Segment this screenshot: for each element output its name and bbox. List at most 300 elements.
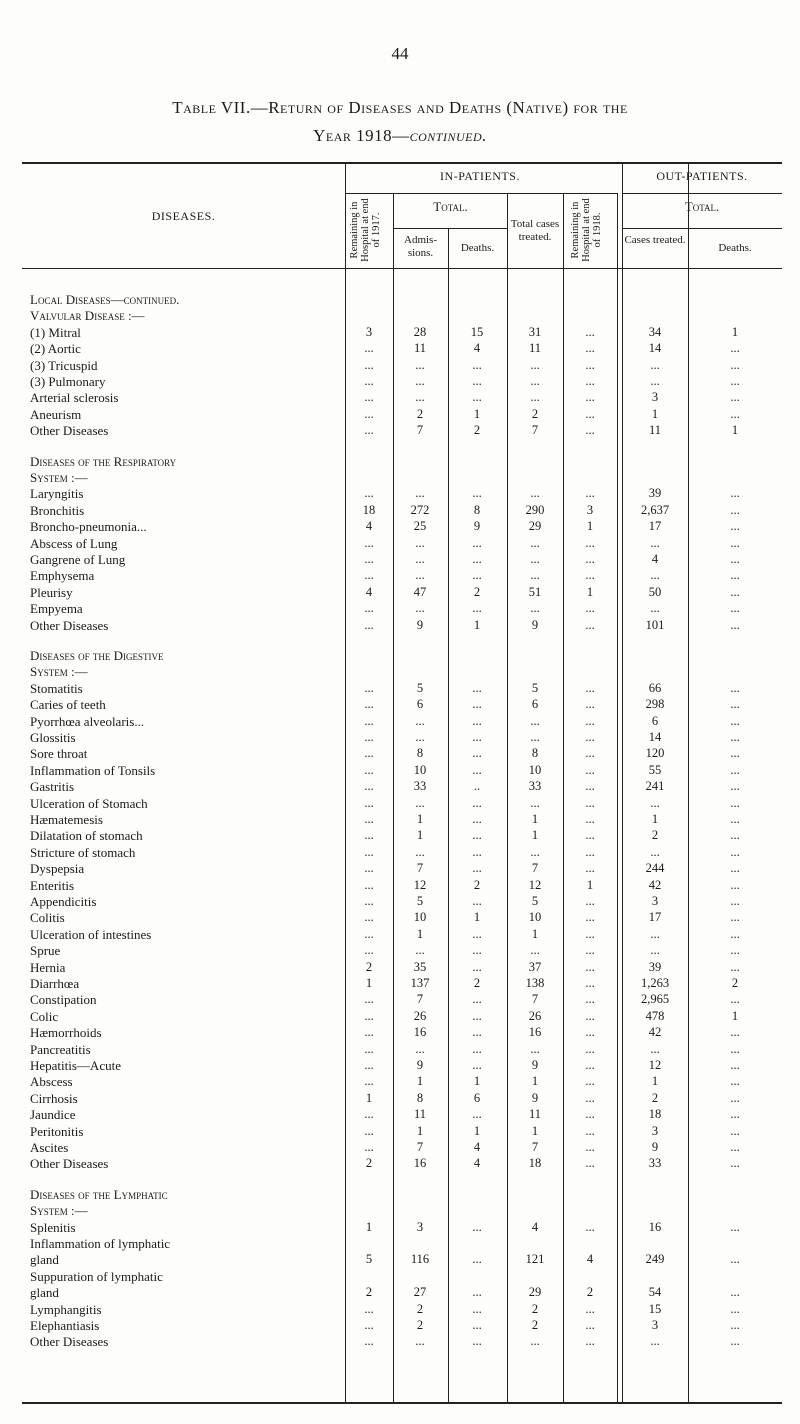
table-cell: ... bbox=[530, 795, 540, 810]
table-cell: ... bbox=[730, 1074, 740, 1089]
table-cell: 4 bbox=[531, 1219, 539, 1234]
table-cell: 2 bbox=[473, 423, 481, 438]
table-cell: ... bbox=[364, 568, 374, 583]
table-cell: 8 bbox=[416, 1090, 424, 1105]
table-cell: ... bbox=[730, 762, 740, 777]
row-label: Broncho-pneumonia... bbox=[30, 519, 147, 535]
table-cell: 10 bbox=[413, 910, 427, 925]
table-cell: ... bbox=[364, 1058, 374, 1072]
table-cell: ... bbox=[650, 357, 660, 372]
row-label: Elephantiasis bbox=[30, 1318, 100, 1333]
table-cell: ... bbox=[472, 1058, 482, 1072]
table-cell: ... bbox=[530, 374, 540, 388]
table-cell: 10 bbox=[528, 910, 542, 925]
row-label: Hepatitis—Acute bbox=[30, 1058, 121, 1073]
table-cell: ... bbox=[730, 730, 740, 744]
section-subheading: Valvular Disease :— bbox=[30, 308, 145, 324]
table-cell: ... bbox=[472, 568, 482, 583]
table-cell: 9 bbox=[416, 1058, 424, 1072]
table-cell: ... bbox=[650, 535, 660, 550]
table-cell: ... bbox=[730, 746, 740, 761]
table-cell: ... bbox=[472, 762, 482, 777]
table-cell: 3 bbox=[586, 502, 594, 517]
row-label: Emphysema bbox=[30, 568, 95, 584]
section-heading: Local Diseases—continued. bbox=[30, 292, 180, 307]
table-cell: 3 bbox=[651, 1123, 659, 1138]
table-cell: 2 bbox=[365, 1156, 373, 1171]
row-label: Stricture of stomach bbox=[30, 844, 136, 860]
table-cell: ... bbox=[472, 357, 482, 372]
section-heading: Diseases of the Respiratory bbox=[30, 453, 177, 469]
table-cell: 16 bbox=[413, 1025, 427, 1040]
table-cell: ... bbox=[730, 926, 740, 941]
table-cell: ... bbox=[730, 1156, 740, 1171]
table-cell: 2 bbox=[531, 1301, 539, 1316]
table-cell: 2 bbox=[651, 828, 659, 843]
table-cell: ... bbox=[472, 1285, 482, 1300]
table-cell: ... bbox=[585, 1090, 595, 1105]
table-cell: ... bbox=[650, 601, 660, 616]
table-cell: 1 bbox=[651, 812, 659, 826]
table-cell: ... bbox=[730, 584, 740, 599]
table-cell: 1 bbox=[473, 1123, 481, 1138]
table-cell: ... bbox=[730, 1123, 740, 1138]
table-cell: ... bbox=[730, 617, 740, 632]
table-cell: ... bbox=[472, 894, 482, 908]
row-label: Lymphangitis bbox=[30, 1301, 102, 1317]
row-label: Peritonitis bbox=[30, 1123, 84, 1139]
table-cell: 1 bbox=[365, 1219, 373, 1234]
table-cell: 4 bbox=[473, 341, 481, 356]
table-cell: 1 bbox=[473, 910, 481, 925]
table-cell: 1 bbox=[651, 1074, 659, 1089]
out-total-header: Total. bbox=[684, 199, 720, 214]
column-rule bbox=[563, 193, 564, 1402]
table-cell: ... bbox=[364, 1107, 374, 1122]
table-cell: ... bbox=[730, 519, 740, 534]
table-cell: 1 bbox=[416, 812, 424, 826]
table-cell: ... bbox=[585, 1025, 595, 1040]
table-cell: ... bbox=[585, 357, 595, 372]
table-cell: ... bbox=[364, 374, 374, 388]
table-cell: 28 bbox=[413, 324, 427, 339]
table-cell: 2 bbox=[473, 584, 481, 599]
table-cell: ... bbox=[472, 1025, 482, 1040]
table-cell: 12 bbox=[528, 877, 542, 892]
table-cell: 1 bbox=[531, 926, 539, 941]
title-continued: continued. bbox=[409, 126, 487, 145]
row-label: Caries of teeth bbox=[30, 697, 106, 713]
table-cell: 37 bbox=[528, 959, 542, 974]
table-cell: ... bbox=[472, 697, 482, 712]
table-cell: ... bbox=[730, 943, 740, 958]
table-cell: ... bbox=[730, 341, 740, 356]
table-cell: 51 bbox=[528, 584, 542, 599]
table-cell: 25 bbox=[413, 519, 427, 534]
table-cell: ... bbox=[472, 1334, 482, 1349]
table-cell: ... bbox=[415, 357, 425, 372]
table-cell: 8 bbox=[473, 502, 481, 517]
table-cell: ... bbox=[472, 680, 482, 695]
table-cell: ... bbox=[364, 910, 374, 925]
out-total-sub-rule bbox=[622, 228, 782, 229]
table-cell: 11 bbox=[528, 1107, 542, 1122]
table-cell: ... bbox=[472, 992, 482, 1007]
row-label: Sore throat bbox=[30, 746, 88, 762]
table-cell: ... bbox=[364, 341, 374, 356]
table-cell: ... bbox=[730, 1058, 740, 1072]
row-label: (3) Tricuspid bbox=[30, 357, 98, 373]
table-cell: ... bbox=[472, 1219, 482, 1234]
table-cell: 18 bbox=[648, 1107, 662, 1122]
row-label: Dyspepsia bbox=[30, 861, 85, 877]
column-rule bbox=[617, 193, 618, 1402]
table-cell: 9 bbox=[416, 617, 424, 632]
table-cell: 1 bbox=[731, 423, 739, 438]
table-cell: ... bbox=[585, 406, 595, 421]
table-cell: ... bbox=[472, 943, 482, 958]
admissions-header: Admis-sions. bbox=[404, 234, 437, 259]
table-cell: 10 bbox=[413, 762, 427, 777]
table-cell: 2 bbox=[473, 877, 481, 892]
table-cell: ... bbox=[730, 1318, 740, 1332]
table-cell: ... bbox=[730, 894, 740, 908]
table-cell: ... bbox=[364, 486, 374, 501]
table-cell: ... bbox=[585, 844, 595, 859]
table-cell: ... bbox=[472, 844, 482, 859]
table-cell: 18 bbox=[528, 1156, 542, 1171]
row-label: Enteritis bbox=[30, 877, 75, 893]
row-label: Cirrhosis bbox=[30, 1090, 78, 1106]
table-cell: ... bbox=[730, 1301, 740, 1316]
table-cell: 15 bbox=[470, 324, 484, 339]
table-cell: ... bbox=[585, 1318, 595, 1332]
table-cell: 31 bbox=[528, 324, 542, 339]
row-label: gland bbox=[30, 1252, 59, 1268]
table-cell: ... bbox=[364, 1025, 374, 1040]
row-label: Abscess of Lung bbox=[30, 535, 118, 551]
table-cell: ... bbox=[585, 943, 595, 958]
table-cell: 120 bbox=[645, 746, 665, 761]
table-cell: ... bbox=[472, 535, 482, 550]
table-cell: ... bbox=[730, 1041, 740, 1056]
table-cell: .. bbox=[473, 779, 481, 794]
table-cell: 9 bbox=[531, 617, 539, 632]
table-cell: ... bbox=[364, 535, 374, 550]
table-cell: 1 bbox=[586, 519, 594, 534]
table-cell: 1 bbox=[365, 976, 373, 990]
row-label: Arterial sclerosis bbox=[30, 390, 119, 406]
row-label: Inflammation of Tonsils bbox=[30, 762, 156, 778]
table-cell: 1 bbox=[531, 812, 539, 826]
table-cell: ... bbox=[415, 552, 425, 566]
table-cell: ... bbox=[585, 762, 595, 777]
table-cell: ... bbox=[585, 1008, 595, 1023]
table-cell: ... bbox=[364, 390, 374, 405]
table-cell: ... bbox=[364, 1008, 374, 1023]
table-cell: ... bbox=[472, 390, 482, 405]
table-cell: ... bbox=[530, 357, 540, 372]
table-cell: ... bbox=[364, 812, 374, 826]
table-cell: 137 bbox=[410, 976, 430, 990]
table-bottom-rule bbox=[22, 1402, 782, 1404]
outpatient-header-rule bbox=[622, 193, 782, 194]
table-cell: ... bbox=[364, 926, 374, 941]
table-cell: ... bbox=[364, 762, 374, 777]
table-cell: ... bbox=[472, 486, 482, 501]
table-cell: ... bbox=[415, 795, 425, 810]
table-cell: ... bbox=[585, 1301, 595, 1316]
table-cell: 7 bbox=[416, 861, 424, 876]
table-cell: ... bbox=[530, 1041, 540, 1056]
table-cell: ... bbox=[585, 1041, 595, 1056]
table-cell: ... bbox=[364, 746, 374, 761]
table-cell: ... bbox=[650, 926, 660, 941]
table-cell: 26 bbox=[413, 1008, 427, 1023]
row-label: Ascites bbox=[30, 1140, 69, 1155]
table-cell: ... bbox=[585, 535, 595, 550]
row-label: Colic bbox=[30, 1008, 59, 1024]
table-cell: ... bbox=[530, 390, 540, 405]
table-cell: 116 bbox=[410, 1252, 430, 1267]
table-cell: 26 bbox=[528, 1008, 542, 1023]
table-cell: 33 bbox=[413, 779, 427, 794]
table-cell: 9 bbox=[531, 1058, 539, 1072]
table-cell: 5 bbox=[531, 680, 539, 695]
table-cell: 6 bbox=[651, 713, 659, 728]
table-cell: 7 bbox=[416, 992, 424, 1007]
table-cell: ... bbox=[364, 552, 374, 566]
table-cell: ... bbox=[730, 552, 740, 566]
diseases-header: DISEASES. bbox=[151, 209, 216, 223]
table-cell: ... bbox=[730, 502, 740, 517]
row-label: Other Diseases bbox=[30, 1334, 109, 1350]
table-cell: 27 bbox=[413, 1285, 427, 1300]
table-cell: ... bbox=[585, 812, 595, 826]
table-cell: 298 bbox=[645, 697, 665, 712]
table-cell: 12 bbox=[413, 877, 427, 892]
table-cell: 1 bbox=[731, 1008, 739, 1023]
table-cell: 3 bbox=[365, 324, 373, 339]
table-cell: 2 bbox=[416, 406, 424, 421]
row-label: (2) Aortic bbox=[30, 341, 81, 357]
table-top-rule bbox=[22, 162, 782, 164]
table-cell: 12 bbox=[648, 1058, 662, 1072]
table-cell: ... bbox=[415, 390, 425, 405]
table-cell: ... bbox=[364, 1140, 374, 1154]
table-cell: ... bbox=[472, 1252, 482, 1267]
table-cell: ... bbox=[364, 601, 374, 616]
row-label: Glossitis bbox=[30, 730, 76, 745]
column-rule bbox=[622, 162, 623, 1402]
row-label: Pancreatitis bbox=[30, 1041, 91, 1057]
table-cell: ... bbox=[730, 1025, 740, 1040]
table-cell: 2 bbox=[365, 959, 373, 974]
table-cell: ... bbox=[585, 779, 595, 794]
table-cell: ... bbox=[585, 680, 595, 695]
table-cell: 272 bbox=[410, 502, 430, 517]
table-cell: ... bbox=[415, 713, 425, 728]
table-cell: 9 bbox=[531, 1090, 539, 1105]
table-cell: ... bbox=[364, 617, 374, 632]
table-cell: ... bbox=[364, 730, 374, 744]
table-cell: ... bbox=[730, 828, 740, 843]
table-cell: 2 bbox=[473, 976, 481, 990]
table-cell: 2 bbox=[651, 1090, 659, 1105]
row-label: (3) Pulmonary bbox=[30, 374, 106, 389]
row-label: Appendicitis bbox=[30, 894, 97, 909]
table-cell: ... bbox=[730, 1285, 740, 1300]
table-cell: 14 bbox=[648, 341, 662, 356]
table-cell: ... bbox=[730, 1107, 740, 1122]
table-cell: ... bbox=[364, 877, 374, 892]
row-label: Stomatitis bbox=[30, 680, 83, 696]
table-cell: ... bbox=[730, 374, 740, 388]
table-cell: ... bbox=[472, 713, 482, 728]
table-cell: 4 bbox=[365, 584, 373, 599]
table-cell: 11 bbox=[413, 341, 427, 356]
table-cell: ... bbox=[415, 374, 425, 388]
table-cell: ... bbox=[730, 486, 740, 501]
table-cell: ... bbox=[585, 926, 595, 941]
table-cell: ... bbox=[364, 943, 374, 958]
row-label: Ulceration of intestines bbox=[30, 926, 152, 942]
table-cell: ... bbox=[472, 926, 482, 941]
table-cell: ... bbox=[730, 535, 740, 550]
row-label: Jaundice bbox=[30, 1107, 76, 1123]
out-deaths-header: Deaths. bbox=[718, 242, 752, 254]
row-label: Splenitis bbox=[30, 1219, 76, 1235]
table-cell: ... bbox=[364, 406, 374, 421]
table-cell: 244 bbox=[645, 861, 665, 876]
table-cell: ... bbox=[472, 861, 482, 876]
out-patients-header: OUT-PATIENTS. bbox=[656, 169, 748, 183]
table-cell: 2 bbox=[416, 1318, 424, 1332]
table-cell: ... bbox=[364, 861, 374, 876]
table-cell: ... bbox=[650, 568, 660, 583]
in-patients-header: IN-PATIENTS. bbox=[440, 169, 520, 183]
table-cell: 39 bbox=[648, 959, 662, 974]
row-label: Other Diseases bbox=[30, 423, 109, 439]
table-cell: ... bbox=[364, 992, 374, 1007]
table-cell: 3 bbox=[651, 1318, 659, 1332]
table-cell: ... bbox=[415, 601, 425, 616]
table-cell: 1 bbox=[531, 828, 539, 843]
row-label: Gangrene of Lung bbox=[30, 552, 126, 567]
table-cell: 1 bbox=[531, 1123, 539, 1138]
table-cell: 2 bbox=[586, 1285, 594, 1300]
table-cell: ... bbox=[530, 535, 540, 550]
table-cell: ... bbox=[364, 779, 374, 794]
table-cell: ... bbox=[585, 601, 595, 616]
table-cell: 14 bbox=[648, 730, 662, 744]
table-cell: ... bbox=[730, 357, 740, 372]
row-label: Pleurisy bbox=[30, 584, 73, 600]
table-cell: 1 bbox=[531, 1074, 539, 1089]
column-rule bbox=[448, 228, 449, 1402]
table-cell: ... bbox=[585, 1140, 595, 1154]
row-label: Laryngitis bbox=[30, 486, 84, 502]
table-cell: 121 bbox=[525, 1252, 545, 1267]
table-cell: ... bbox=[415, 1041, 425, 1056]
table-cell: ... bbox=[650, 1334, 660, 1349]
table-cell: ... bbox=[585, 959, 595, 974]
table-cell: 1 bbox=[416, 1074, 424, 1089]
table-cell: ... bbox=[415, 535, 425, 550]
cases-treated-header: Cases treated. bbox=[624, 234, 686, 246]
table-cell: ... bbox=[730, 1252, 740, 1267]
table-title-line2 bbox=[0, 126, 800, 146]
table-cell: 5 bbox=[365, 1252, 373, 1267]
table-cell: ... bbox=[472, 828, 482, 843]
table-cell: ... bbox=[530, 1334, 540, 1349]
table-cell: 18 bbox=[362, 502, 376, 517]
section-subheading: System :— bbox=[30, 664, 88, 680]
table-cell: 7 bbox=[416, 423, 424, 438]
table-cell: ... bbox=[730, 910, 740, 925]
table-cell: ... bbox=[585, 713, 595, 728]
table-cell: 47 bbox=[413, 584, 427, 599]
table-cell: ... bbox=[472, 1008, 482, 1023]
table-cell: ... bbox=[530, 568, 540, 583]
table-cell: 16 bbox=[528, 1025, 542, 1040]
table-cell: ... bbox=[585, 730, 595, 744]
table-cell: ... bbox=[472, 1301, 482, 1316]
table-cell: ... bbox=[364, 1074, 374, 1089]
table-cell: ... bbox=[730, 959, 740, 974]
table-cell: 33 bbox=[528, 779, 542, 794]
table-cell: 5 bbox=[416, 894, 424, 908]
table-cell: 1 bbox=[731, 324, 739, 339]
table-cell: 7 bbox=[531, 423, 539, 438]
table-cell: ... bbox=[415, 486, 425, 501]
table-cell: 50 bbox=[648, 584, 662, 599]
table-cell: 15 bbox=[648, 1301, 662, 1316]
table-cell: ... bbox=[585, 617, 595, 632]
table-cell: ... bbox=[585, 341, 595, 356]
section-subheading: System :— bbox=[30, 470, 88, 485]
table-cell: ... bbox=[530, 552, 540, 566]
table-cell: 1 bbox=[651, 406, 659, 421]
table-cell: ... bbox=[585, 552, 595, 566]
table-cell: ... bbox=[530, 844, 540, 859]
table-cell: ... bbox=[585, 976, 595, 990]
row-label: Hernia bbox=[30, 959, 66, 975]
row-label: Inflammation of lymphatic bbox=[30, 1236, 171, 1251]
table-cell: ... bbox=[364, 795, 374, 810]
table-cell: 34 bbox=[648, 324, 662, 339]
row-label: Abscess bbox=[30, 1074, 73, 1090]
table-title-line1: Table VII.—Return of Diseases and Deaths (Native) for the bbox=[172, 98, 628, 117]
table-cell: 42 bbox=[648, 877, 662, 892]
in-total-header: Total. bbox=[433, 199, 468, 214]
table-cell: ... bbox=[730, 992, 740, 1007]
table-cell: ... bbox=[364, 1318, 374, 1332]
row-label: Sprue bbox=[30, 943, 61, 959]
table-cell: ... bbox=[585, 828, 595, 843]
table-cell: ... bbox=[650, 844, 660, 859]
table-cell: 249 bbox=[645, 1252, 665, 1267]
table-cell: ... bbox=[730, 779, 740, 794]
section-subheading: System :— bbox=[30, 1203, 88, 1219]
table-cell: ... bbox=[364, 713, 374, 728]
table-cell: 4 bbox=[473, 1140, 481, 1154]
table-cell: ... bbox=[585, 894, 595, 908]
row-label: Suppuration of lymphatic bbox=[30, 1268, 163, 1284]
table-cell: 42 bbox=[648, 1025, 662, 1040]
table-cell: ... bbox=[415, 844, 425, 859]
table-cell: ... bbox=[585, 861, 595, 876]
